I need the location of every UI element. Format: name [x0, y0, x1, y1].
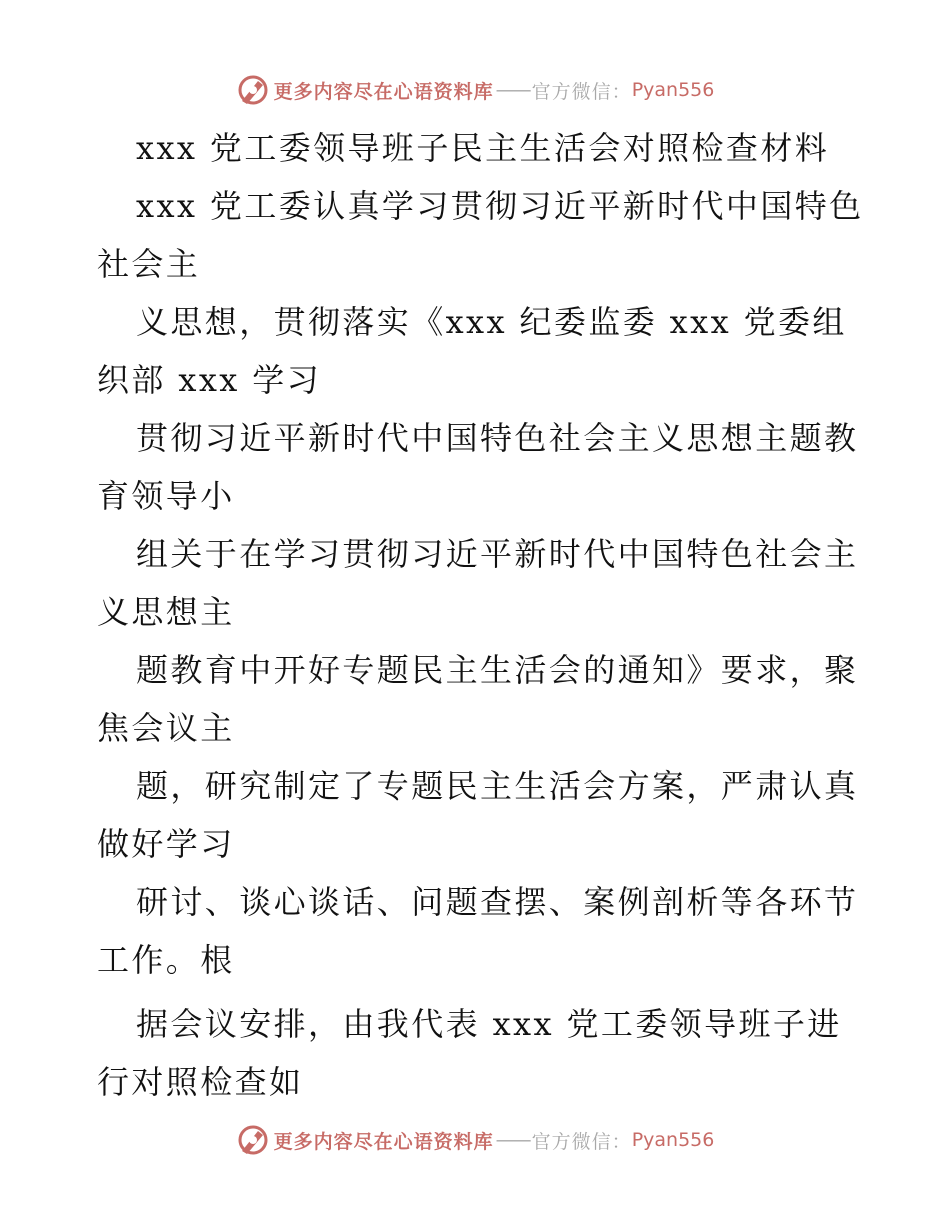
header-watermark	[0, 72, 950, 108]
paragraph-line: 题教育中开好专题民主生活会的通知》要求，聚	[136, 651, 859, 689]
watermark-brand-text: 更多内容尽在心语资料库	[273, 1130, 494, 1153]
paragraph-line: 焦会议主	[97, 709, 235, 747]
paragraph-line: 织部 xxx 学习	[97, 361, 322, 399]
paragraph-line: 行对照检查如	[97, 1063, 304, 1101]
pen-logo-icon	[236, 1123, 270, 1157]
paragraph-line: 做好学习	[97, 825, 235, 863]
document-title: xxx 党工委领导班子民主生活会对照检查材料	[136, 129, 830, 167]
paragraph-line: 义思想，贯彻落实《xxx 纪委监委 xxx 党委组	[136, 303, 847, 341]
paragraph-line: 研讨、谈心谈话、问题查摆、案例剖析等各环节	[136, 883, 859, 921]
paragraph-line: 育领导小	[97, 477, 235, 515]
paragraph-line: 义思想主	[97, 593, 235, 631]
paragraph-line: 组关于在学习贯彻习近平新时代中国特色社会主	[136, 535, 859, 573]
watermark-wechat-id: Pyan556	[631, 1129, 715, 1151]
watermark-separator: ——	[495, 1129, 530, 1151]
footer-watermark	[0, 1122, 950, 1158]
paragraph-line: 社会主	[97, 245, 201, 283]
paragraph-line: 题，研究制定了专题民主生活会方案，严肃认真	[136, 767, 859, 805]
paragraph-line: 工作。根	[97, 941, 235, 979]
paragraph-line: 据会议安排，由我代表 xxx 党工委领导班子进	[136, 1005, 842, 1043]
watermark-wechat-label: 官方微信：	[531, 80, 632, 103]
pen-logo-icon	[236, 73, 270, 107]
paragraph-line: xxx 党工委认真学习贯彻习近平新时代中国特色	[136, 187, 864, 225]
watermark-brand-text: 更多内容尽在心语资料库	[273, 80, 494, 103]
watermark-wechat-id: Pyan556	[631, 79, 715, 101]
watermark-separator: ——	[495, 79, 530, 101]
paragraph-line: 贯彻习近平新时代中国特色社会主义思想主题教	[136, 419, 859, 457]
watermark-wechat-label: 官方微信：	[531, 1130, 632, 1153]
